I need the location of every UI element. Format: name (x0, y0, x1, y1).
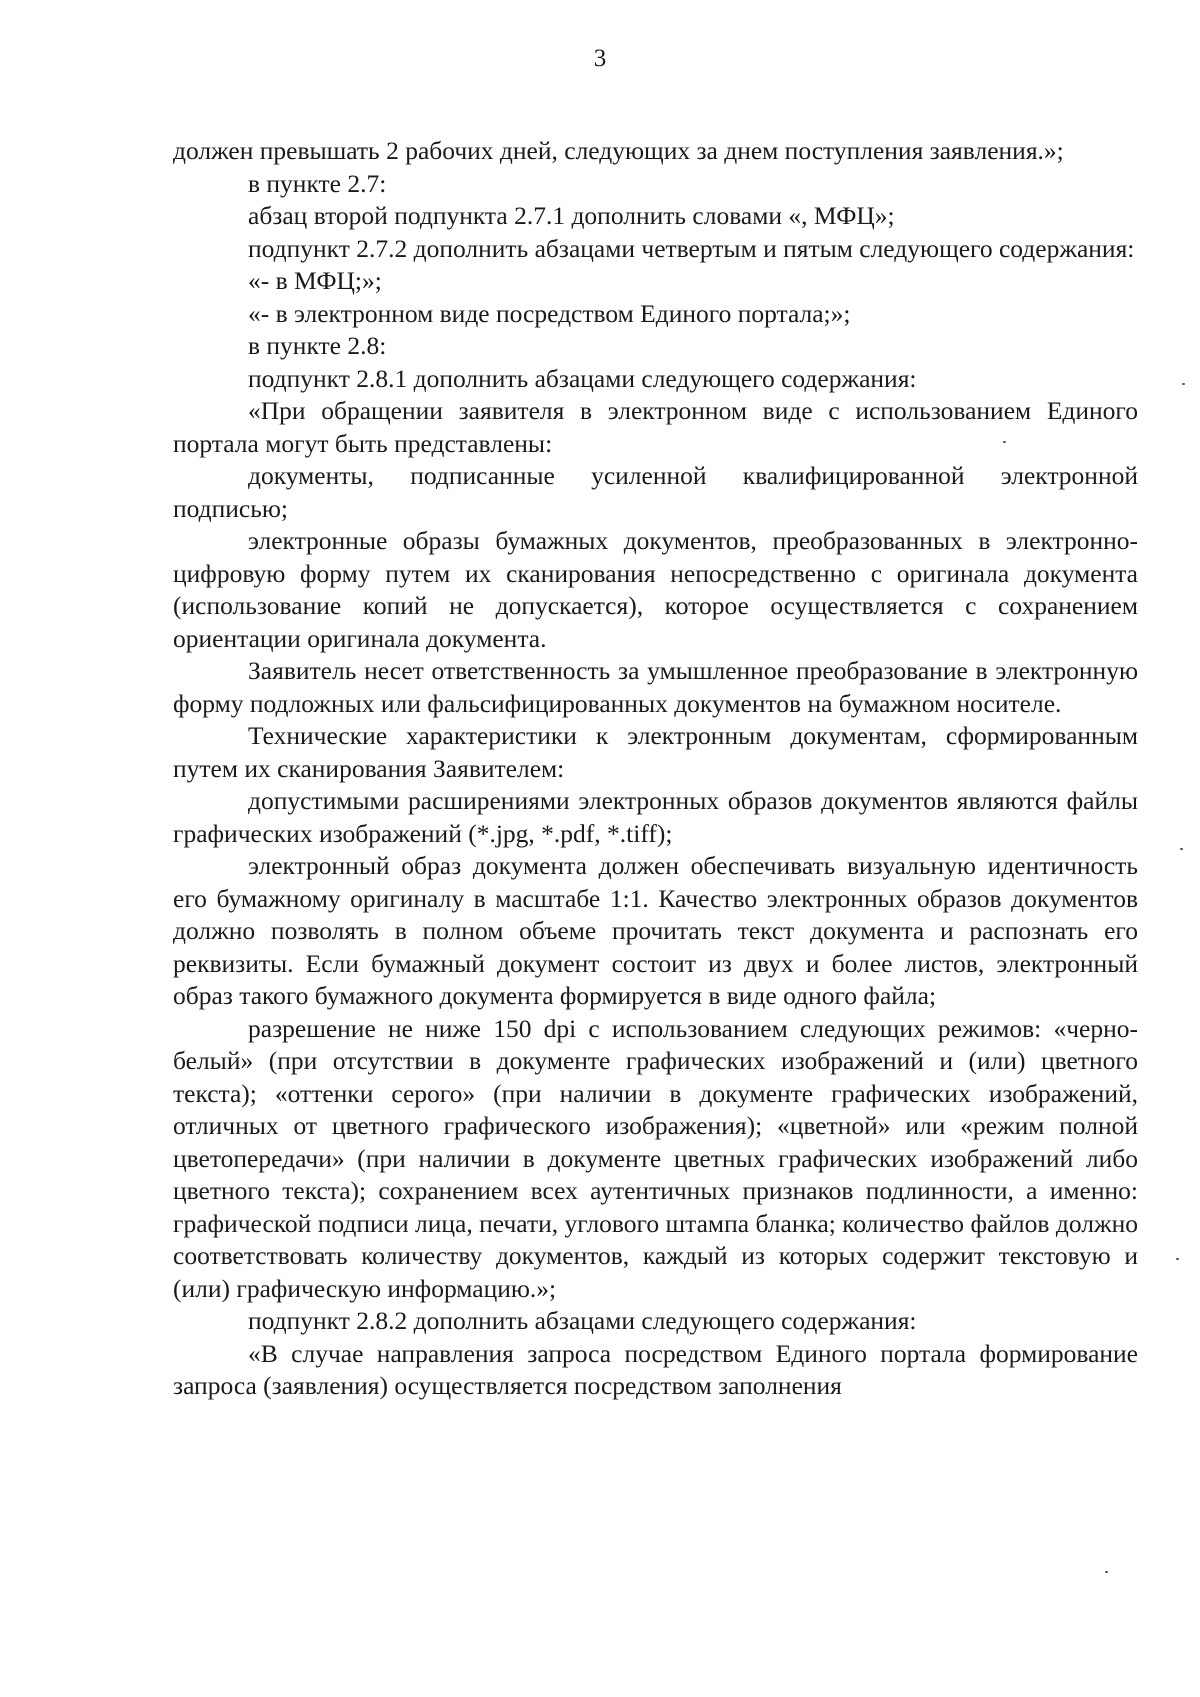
paragraph: должен превышать 2 рабочих дней, следующих за днем поступления заявления.»; (173, 136, 1064, 165)
paragraph: подпункт 2.7.2 дополнить абзацами четвертым и пятым следующего содержания: (248, 233, 1135, 263)
scan-speck (1180, 848, 1183, 850)
paragraph: допустимыми расширениями электронных образов документов являются файлы графических изображений (*.jpg, *.pdf, *.tiff); (173, 786, 1138, 848)
scan-speck (1176, 1258, 1179, 1260)
paragraph: электронные образы бумажных документов, преобразованных в электронно-цифровую форму путем их сканирования непосредственно с оригинала документа (использование копий не допускается), которое осуществляется с сохранением ориентации оригинала документа. (173, 526, 1138, 653)
paragraph: «- в электронном виде посредством Единого портала;»; (248, 298, 851, 328)
paragraph: «В случае направления запроса посредством Единого портала формирование запроса (заявления) осуществляется посредством заполнения (173, 1338, 1138, 1400)
paragraph: «- в МФЦ;»; (248, 266, 382, 295)
paragraph: Заявитель несет ответственность за умышленное преобразование в электронную форму подложных или фальсифицированных документов на бумажном носителе. (173, 656, 1138, 718)
page-number: 3 (593, 45, 607, 72)
scan-speck (1182, 383, 1185, 385)
paragraph: в пункте 2.7: (248, 168, 387, 198)
scan-speck (1003, 441, 1006, 443)
paragraph: электронный образ документа должен обеспечивать визуальную идентичность его бумажному оригиналу в масштабе 1:1. Качество электронных образов документов должно позволять в полном объеме прочитать текст документа и распознать его реквизиты. Если бумажный документ состоит из двух и более листов, электронный образ такого бумажного документа формируется в виде одного файла; (173, 851, 1138, 1010)
document-body (173, 135, 1138, 1403)
paragraph: Технические характеристики к электронным документам, сформированным путем их сканирования Заявителем: (173, 721, 1138, 783)
paragraph: подпункт 2.8.1 дополнить абзацами следующего содержания: (248, 363, 917, 393)
paragraph: в пункте 2.8: (248, 331, 387, 360)
paragraph: подпункт 2.8.2 дополнить абзацами следующего содержания: (248, 1306, 917, 1335)
scan-speck (1105, 1571, 1108, 1573)
paragraph: документы, подписанные усиленной квалифицированной электронной подписью; (173, 461, 1138, 523)
paragraph: разрешение не ниже 150 dpi с использованием следующих режимов: «черно-белый» (при отсутствии в документе графических изображений и (или) цветного текста); «оттенки серого» (при наличии в документе графических изображений, отличных от цветного графического изображения); «цветной» или «режим полной цветопередачи» (при наличии в документе цветных графических изображений либо цветного текста); сохранением всех аутентичных признаков подлинности, а именно: графической подписи лица, печати, углового штампа бланка; количество файлов должно соответствовать количеству документов, каждый из которых содержит текстовую и (или) графическую информацию.»; (173, 1013, 1138, 1303)
paragraph: абзац второй подпункта 2.7.1 дополнить словами «, МФЦ»; (248, 201, 895, 230)
paragraph: «При обращении заявителя в электронном виде с использованием Единого портала могут быть представлены: (173, 396, 1138, 458)
